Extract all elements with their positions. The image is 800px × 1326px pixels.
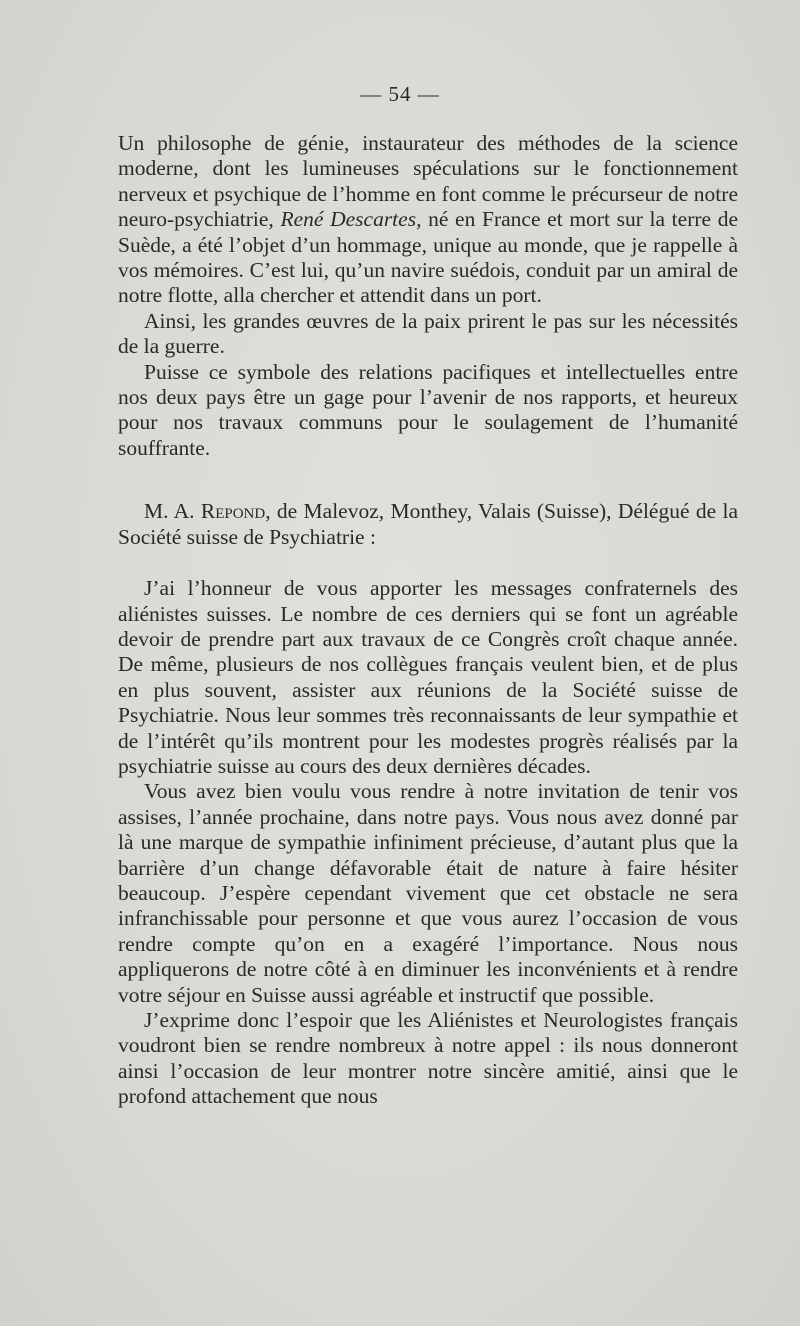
paragraph-text: né en France et mort sur la terre de Suède, a été l’objet d’un hommage, unique au monde, que je rappelle à vos mémoires. C’est lui, qu’un navire suédois, conduit par un amiral de notre flotte, alla chercher et attendit dans un port. [118,207,739,308]
page-number: — 54 — [360,82,440,106]
paragraph-descartes [118,131,738,309]
speaker-name: Repond [200,499,266,524]
speech-paragraph: Vous avez bien voulu vous rendre à notre invitation de tenir vos assises, l’année prochaine, dans notre pays. Vous nous avez donné par là une marque de sympathie infiniment précieuse, d’autant plus que la barrière d’un change défavorable était de nature à faire hésiter beaucoup. J’espère cependant vivement que cet obstacle ne sera infranchissable pour personne et que vous aurez l’occasion de vous rendre compte qu’on en a exagéré l’importance. Nous nous appliquerons de notre côté à en diminuer les inconvénients et à rendre votre séjour en Suisse aussi agréable et instructif que possible. [118,779,738,1007]
page-body [118,131,738,1110]
speaker-affiliation: , de Malevoz, Monthey, Valais (Suisse), Délégué de la Société suisse de Psychiatrie : [118,499,738,549]
speaker-heading [118,499,738,550]
paragraph-text: Un philosophe de génie, instaurateur des méthodes de la science moderne, dont les lumineuses spéculations sur le fonctionnement nerveux et psychique de l’homme en font comme le précurseur de notre neuro-psychiatrie, [118,131,738,232]
paragraph: Ainsi, les grandes œuvres de la paix prirent le pas sur les nécessités de la guerre. [118,308,738,359]
italic-name: René Descartes, [280,207,422,232]
speech-paragraph: J’exprime donc l’espoir que les Aliénistes et Neurologistes français voudront bien se rendre nombreux à notre appel : ils nous donneront ainsi l’occasion de leur montrer notre sincère amitié, ainsi que le profond attachement que nous [118,1008,738,1109]
paragraph: Puisse ce symbole des relations pacifiques et intellectuelles entre nos deux pays être un gage pour l’avenir de nos rapports, et heureux pour nos travaux communs pour le soulagement de l’humanité souffrante. [118,359,738,460]
speaker-prefix: M. A. [144,499,201,524]
speech-paragraph: J’ai l’honneur de vous apporter les messages confraternels des aliénistes suisses. Le nombre de ces derniers qui se font un agréable devoir de prendre part aux travaux de ce Congrès croît chaque année. De même, plusieurs de nos collègues français veulent bien, et de plus en plus souvent, assister aux réunions de la Société suisse de Psychiatrie. Nous leur sommes très reconnaissants de leur sympathie et de l’intérêt qu’ils montrent pour les modestes progrès réalisés par la psychiatrie suisse au cours des deux dernières décades. [118,576,738,778]
